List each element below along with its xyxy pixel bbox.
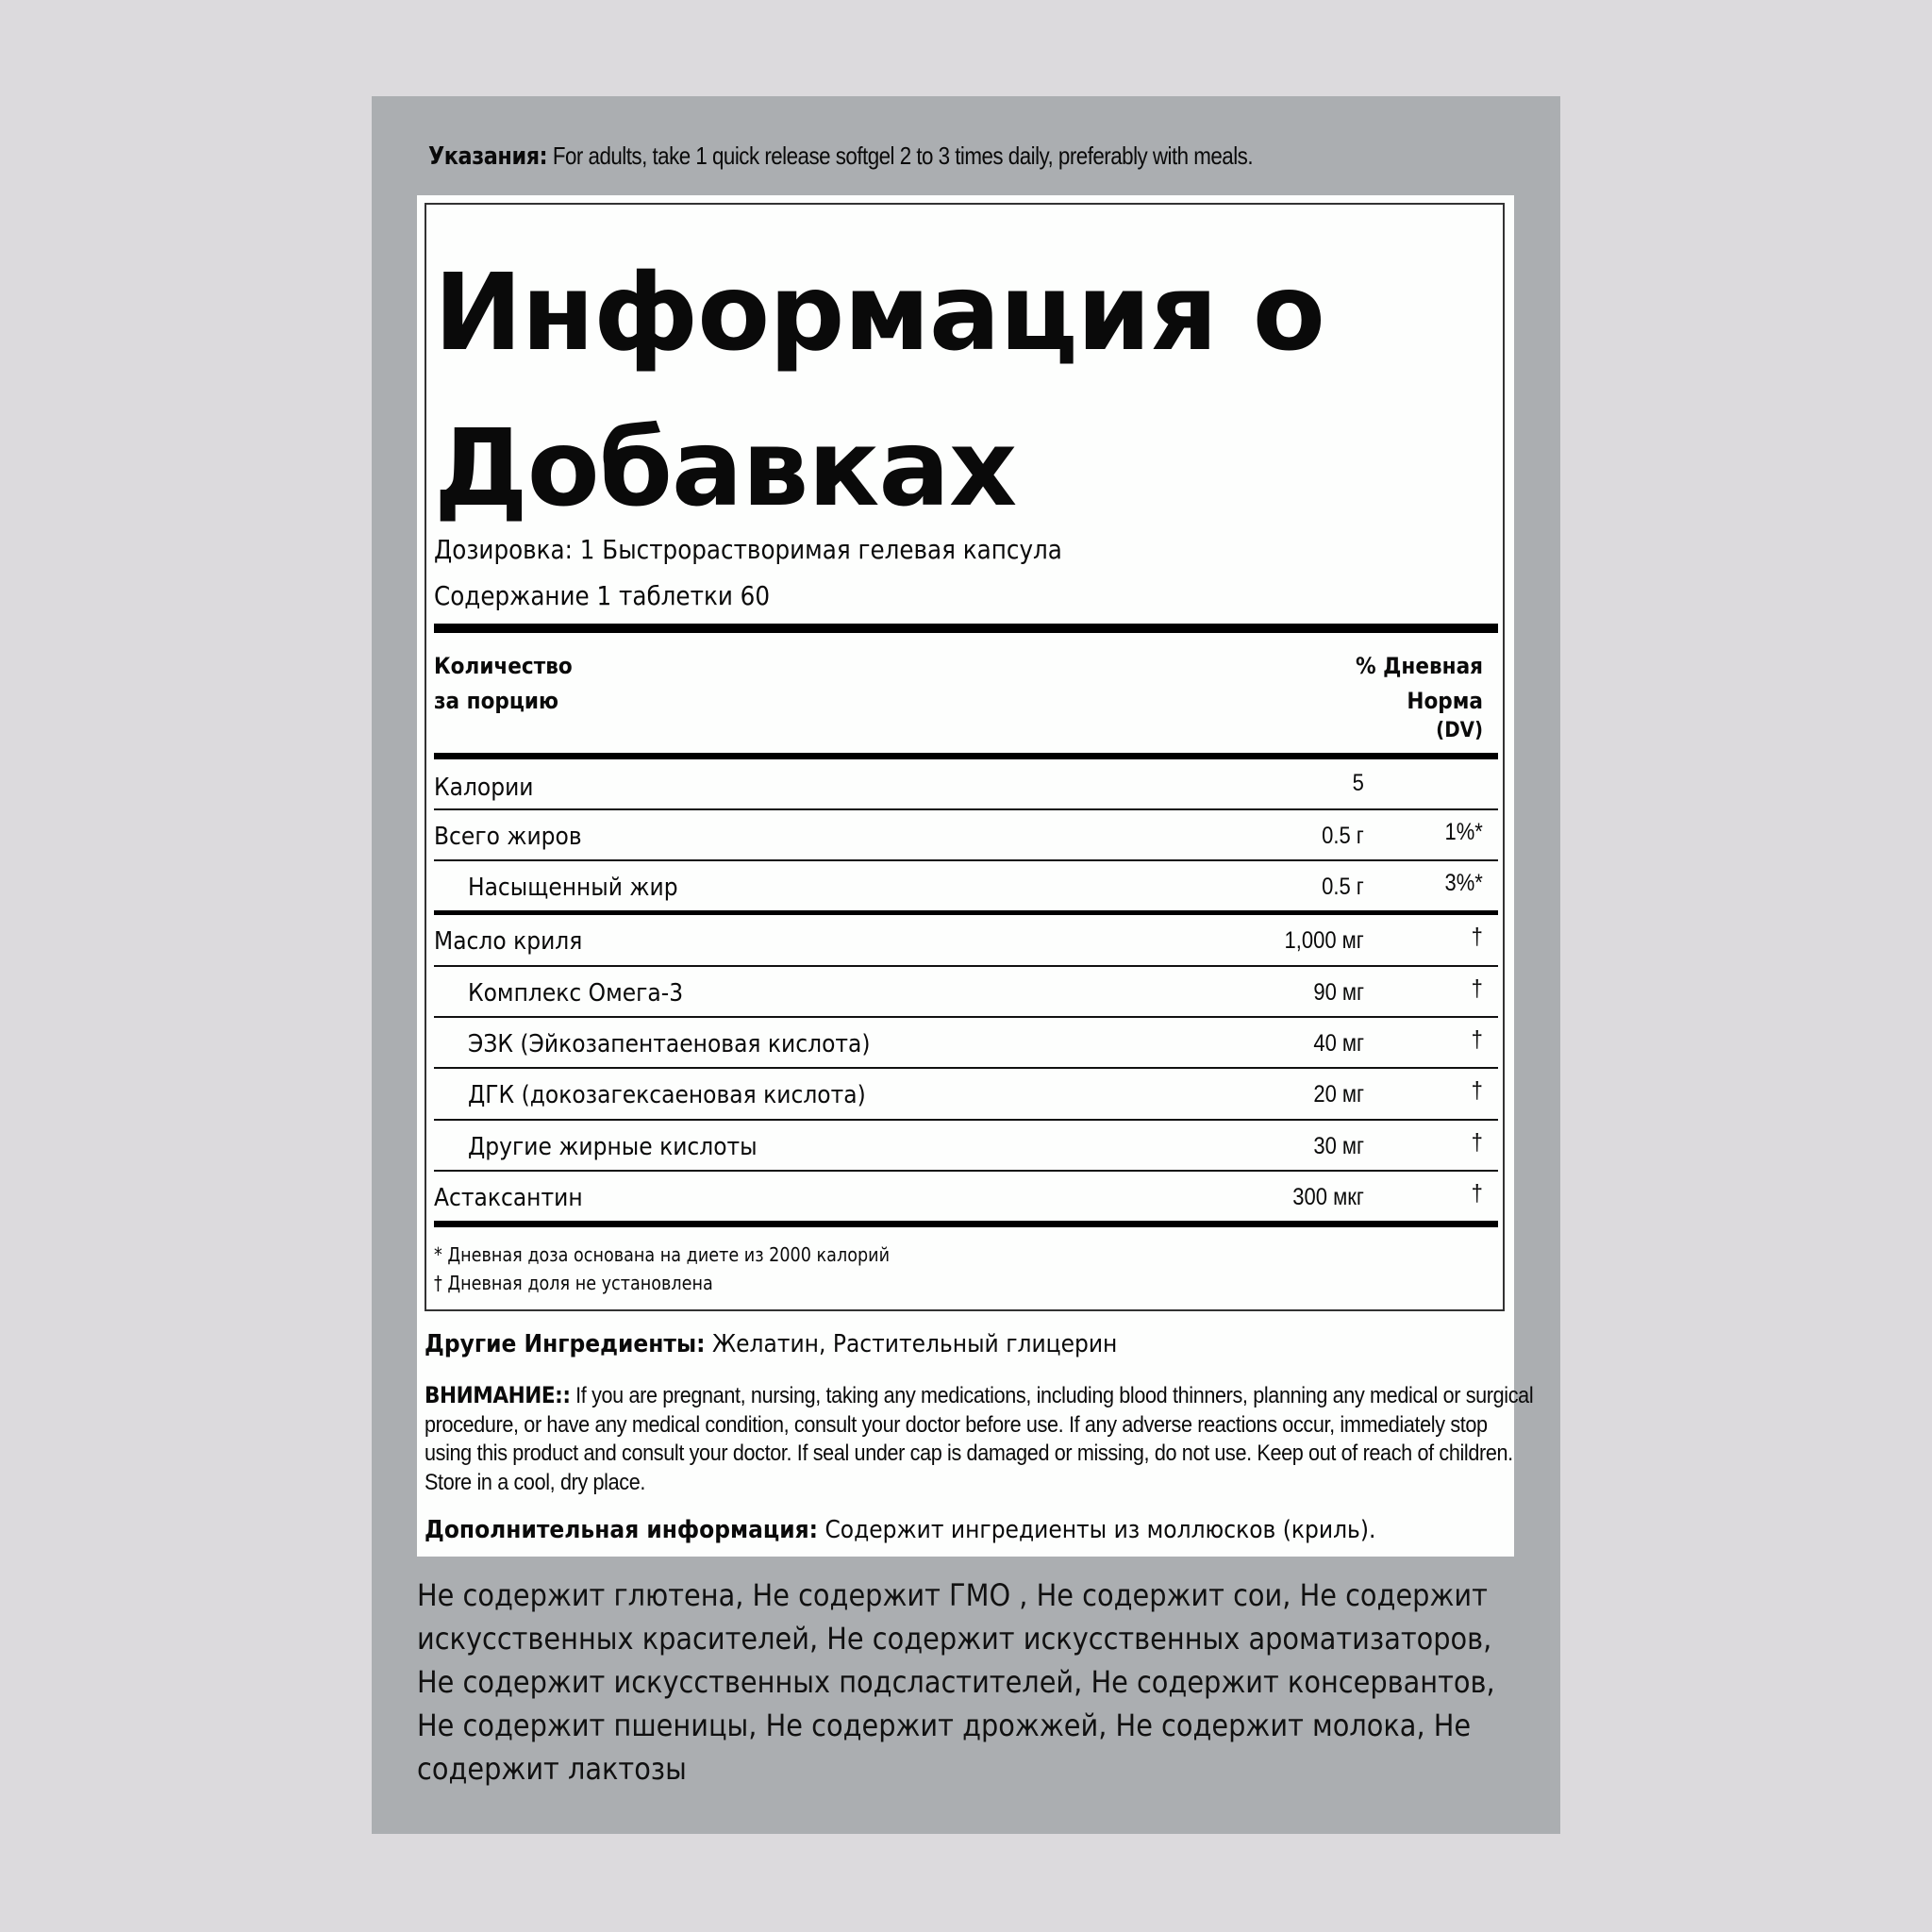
nutrient-row	[434, 766, 1498, 808]
nutrient-name: Насыщенный жир	[468, 874, 678, 902]
row-divider	[434, 1067, 1498, 1069]
servings-per-container: Содержание 1 таблетки 60	[434, 580, 771, 611]
thick-divider	[434, 753, 1498, 759]
thick-divider	[434, 1221, 1498, 1227]
nutrient-row	[434, 1024, 1498, 1066]
nutrient-amount: 1,000 мг	[1284, 927, 1364, 954]
daily-value-header	[1356, 649, 1483, 743]
additional-info-label: Дополнительная информация:	[425, 1516, 819, 1544]
nutrient-name: Астаксантин	[434, 1184, 583, 1212]
warning	[425, 1381, 1537, 1497]
nutrient-row	[434, 1075, 1498, 1117]
nutrient-dv: 3%*	[1444, 870, 1483, 896]
free-from-claims: Не содержит глютена, Не содержит ГМО , Не содержит сои, Не содержит искусственных красителей, Не содержит искусственных ароматизаторов, Не содержит искусственных подсластителей, Не содержит консервантов, Не содержит пшеницы, Не содержит дрожжей, Не содержит молока, Не содержит лактозы	[417, 1577, 1495, 1787]
nutrient-dv: †	[1471, 1129, 1483, 1156]
directions-text: For adults, take 1 quick release softgel 2 to 3 times daily, preferably with meals.	[547, 142, 1254, 170]
nutrient-dv: †	[1471, 1026, 1483, 1053]
facts-title	[434, 236, 1324, 547]
row-divider	[434, 1170, 1498, 1172]
nutrient-name: Масло криля	[434, 927, 583, 956]
nutrient-amount: 90 мг	[1313, 979, 1364, 1006]
nutrient-amount: 40 мг	[1313, 1030, 1364, 1057]
nutrient-name: Другие жирные кислоты	[468, 1133, 758, 1161]
footnote-daily-value: * Дневная доза основана на диете из 2000 калорий	[434, 1243, 891, 1266]
other-ingredients	[425, 1330, 1117, 1358]
other-ingredients-label: Другие Ингредиенты:	[425, 1330, 706, 1358]
row-divider	[434, 1119, 1498, 1121]
nutrient-row	[434, 868, 1498, 909]
nutrient-dv: 1%*	[1444, 819, 1483, 845]
additional-info	[425, 1516, 1375, 1544]
nutrient-amount: 5	[1352, 770, 1364, 796]
nutrient-row	[434, 922, 1498, 963]
nutrient-dv: †	[1471, 924, 1483, 950]
nutrient-amount: 0.5 г	[1322, 874, 1364, 900]
nutrient-row	[434, 974, 1498, 1015]
nutrient-name: Калории	[434, 774, 534, 802]
amount-per-serving-header	[434, 649, 573, 719]
nutrient-row	[434, 817, 1498, 858]
nutrient-name: ЭЗК (Эйкозапентаеновая кислота)	[468, 1030, 871, 1058]
nutrient-dv: †	[1471, 1180, 1483, 1207]
nutrient-amount: 0.5 г	[1322, 823, 1364, 849]
additional-info-text: Содержит ингредиенты из моллюсков (криль).	[818, 1516, 1376, 1544]
directions	[428, 142, 1253, 171]
warning-label: ВНИМАНИЕ::	[425, 1382, 571, 1408]
medium-divider	[434, 910, 1498, 915]
dv-header-line2: Норма	[1407, 688, 1483, 714]
nutrient-amount: 20 мг	[1313, 1081, 1364, 1108]
other-ingredients-text: Желатин, Растительный глицерин	[705, 1330, 1118, 1358]
dv-header-line1: % Дневная	[1355, 653, 1483, 679]
nutrient-dv: †	[1471, 975, 1483, 1002]
nutrient-row	[434, 1127, 1498, 1169]
facts-title-line1: Информация о	[434, 252, 1324, 375]
amount-header-line2: за порцию	[434, 688, 559, 714]
nutrient-row	[434, 1178, 1498, 1220]
thick-divider	[434, 624, 1498, 633]
nutrient-name: Комплекс Омега-3	[468, 979, 684, 1008]
warning-text: If you are pregnant, nursing, taking any medications, including blood thinners, planning any medical or surgical procedure, or have any medical condition, consult your doctor before use. If any adverse reactions occur, immediately stop using this product and consult your doctor. If seal under cap is damaged or missing, do not use. Keep out of reach of children. Store in a cool, dry place.	[425, 1383, 1534, 1495]
directions-label: Указания:	[428, 142, 548, 171]
amount-header-line1: Количество	[434, 653, 573, 679]
row-divider	[434, 808, 1498, 810]
facts-title-line2: Добавках	[434, 408, 1017, 530]
nutrient-name: ДГК (докозагексаеновая кислота)	[468, 1081, 866, 1109]
row-divider	[434, 859, 1498, 861]
nutrient-amount: 30 мг	[1313, 1133, 1364, 1159]
nutrient-name: Всего жиров	[434, 823, 582, 851]
serving-size: Дозировка: 1 Быстрорастворимая гелевая капсула	[434, 534, 1062, 565]
row-divider	[434, 1016, 1498, 1018]
row-divider	[434, 965, 1498, 967]
nutrient-dv: †	[1471, 1077, 1483, 1104]
nutrient-amount: 300 мкг	[1292, 1184, 1364, 1210]
dv-header-line3: (DV)	[1436, 719, 1483, 742]
footnote-dagger: † Дневная доля не установлена	[434, 1272, 713, 1294]
